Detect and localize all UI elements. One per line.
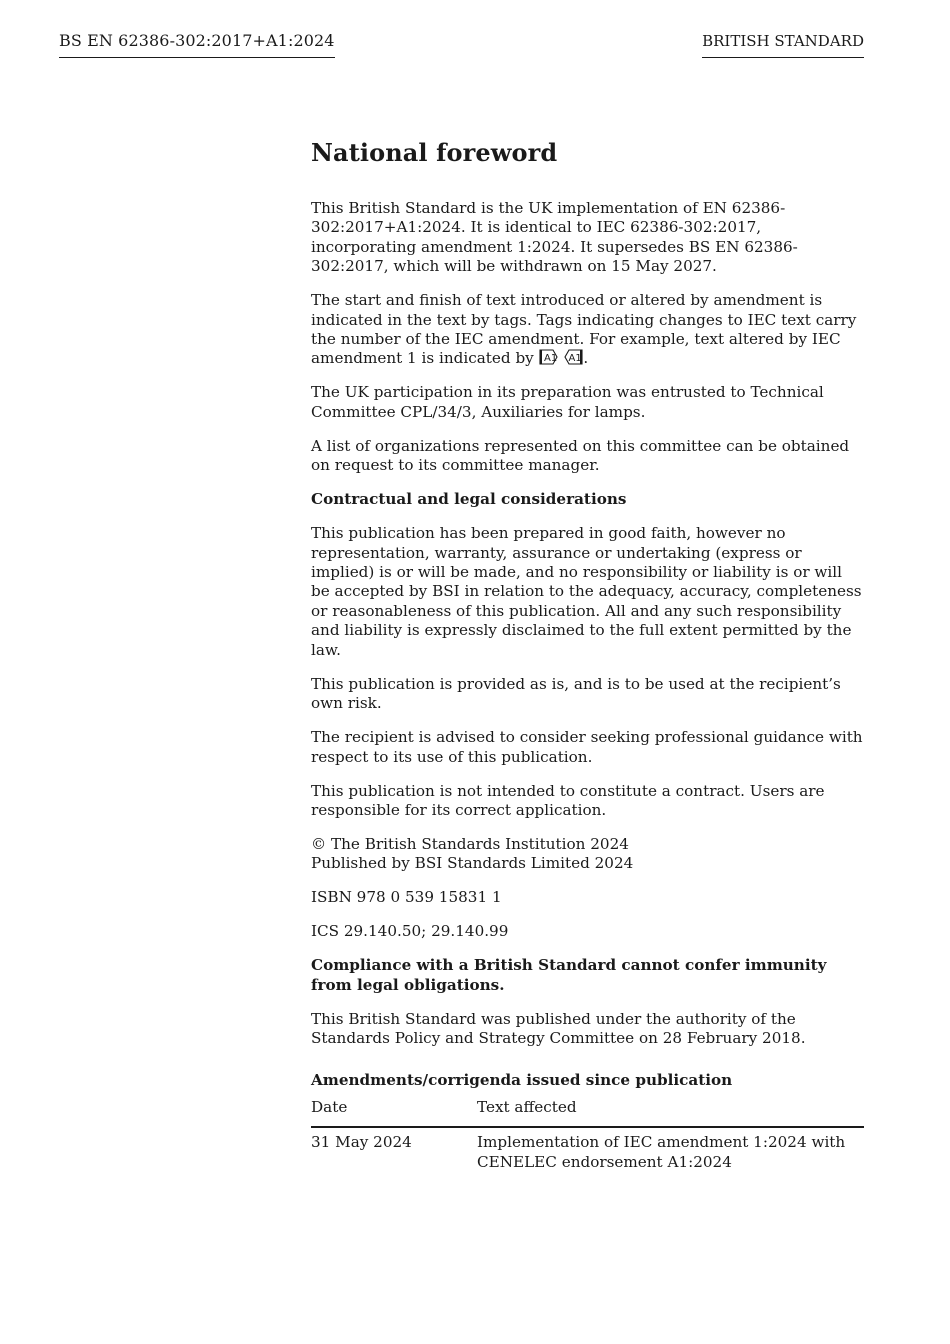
column-header-date: Date [311, 1098, 477, 1127]
contractual-heading: Contractual and legal considerations [311, 490, 627, 509]
contract-paragraph: This publication is not intended to constitute a contract. Users are responsible for its correct application. [311, 781, 825, 819]
ics: ICS 29.140.50; 29.140.99 [311, 922, 509, 941]
header-standard-number: BS EN 62386-302:2017+A1:2024 [59, 32, 335, 58]
guidance-paragraph: The recipient is advised to consider seeking professional guidance with respect to its use of this publication. [311, 728, 863, 766]
amendment-end-tag-icon [563, 349, 583, 365]
svg-text:A1: A1 [568, 353, 583, 365]
copyright-line: © The British Standards Institution 2024 [311, 834, 629, 853]
copyright-block [311, 835, 864, 874]
page-title: National foreword [311, 138, 558, 167]
svg-text:A1: A1 [543, 353, 557, 365]
publisher-line: Published by BSI Standards Limited 2024 [311, 854, 634, 873]
isbn: ISBN 978 0 539 15831 1 [311, 888, 502, 907]
amendment-tags-text: The start and finish of text introduced or altered by amendment is indicated in the text by tags. Tags indicating changes to IEC text carry the number of the IEC amendment. For example, text altered by IEC amendment 1 is indicated by [311, 291, 857, 368]
amendments-table [311, 1098, 864, 1172]
amendment-date: 31 May 2024 [311, 1133, 412, 1152]
own-risk-paragraph: This publication is provided as is, and is to be used at the recipient’s own risk. [311, 674, 841, 713]
intro-paragraph: This British Standard is the UK implementation of EN 62386-302:2017+A1:2024. It is identical to IEC 62386-302:2017, incorporating amendment 1:2024. It supersedes BS EN 62386-302:2017, which will be withdrawn on 15 May 2027. [311, 199, 798, 276]
authority-paragraph: This British Standard was published under the authority of the Standards Policy and Strategy Committee on 28 February 2018. [311, 1009, 806, 1048]
amendment-start-tag-icon [539, 349, 559, 365]
amendments-header-row [311, 1098, 864, 1127]
committee-paragraph: The UK participation in its preparation was entrusted to Technical Committee CPL/34/3, Auxiliaries for lamps. [311, 383, 824, 421]
compliance-statement: Compliance with a British Standard cannot confer immunity from legal obligations. [311, 956, 827, 994]
amendment-text-affected: Implementation of IEC amendment 1:2024 with CENELEC endorsement A1:2024 [477, 1133, 846, 1171]
amendments-heading: Amendments/corrigenda issued since publication [311, 1070, 733, 1089]
table-row [311, 1127, 864, 1172]
organizations-paragraph: A list of organizations represented on this committee can be obtained on request to its committee manager. [311, 436, 850, 475]
column-header-text-affected: Text affected [477, 1098, 864, 1127]
header-british-standard: BRITISH STANDARD [702, 32, 864, 58]
foreword-column [311, 138, 864, 1172]
amendment-tags-paragraph: The start and finish of text introduced or altered by amendment is indicated in the text by tags. Tags indicating changes to IEC text carry the number of the IEC amendment. For example, text altered by IEC amendment 1 is indicated by A1 A1 . [311, 291, 857, 368]
good-faith-paragraph: This publication has been prepared in good faith, however no representation, warranty, assurance or undertaking (express or implied) is or will be made, and no responsibility or liability is or will be accepted by BSI in relation to the adequacy, accuracy, completeness or reasonableness of this publication. All and any such responsibility and liability is expressly disclaimed to the full extent permitted by the law. [311, 524, 862, 659]
